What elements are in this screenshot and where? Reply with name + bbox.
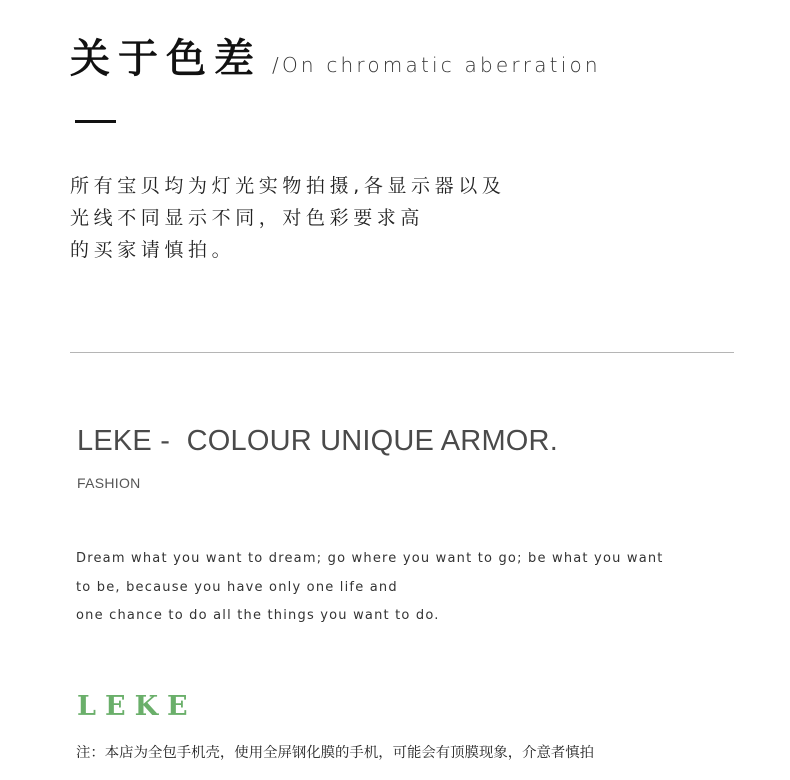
quote-line: one chance to do all the things you want to do. [76, 608, 440, 623]
notice-line: 所有宝贝均为灯光实物拍摄,各显示器以及 [70, 175, 506, 197]
brand-logo: LEKE [77, 691, 197, 722]
notice-line: 的买家请慎拍。 [70, 239, 236, 261]
page-title: 关于色差 [70, 36, 262, 82]
quote-line: to be, because you have only one life and [76, 579, 398, 595]
color-difference-notice [70, 170, 630, 266]
notice-line: 光线不同显示不同，对色彩要求高 [70, 207, 425, 229]
section-divider [70, 352, 734, 353]
quote-line: Dream what you want to dream; go where you want to go; be what you want [76, 551, 664, 566]
brand-heading: LEKE - COLOUR UNIQUE ARMOR. [77, 425, 558, 457]
purchase-note: 注：本店为全包手机壳，使用全屏钢化膜的手机，可能会有顶膜现象，介意者慎拍 [76, 745, 595, 761]
brand-quote [76, 545, 756, 631]
brand-subheading: FASHION [77, 475, 141, 491]
title-underline [75, 120, 116, 123]
page-subtitle: /On chromatic aberration [272, 53, 601, 77]
